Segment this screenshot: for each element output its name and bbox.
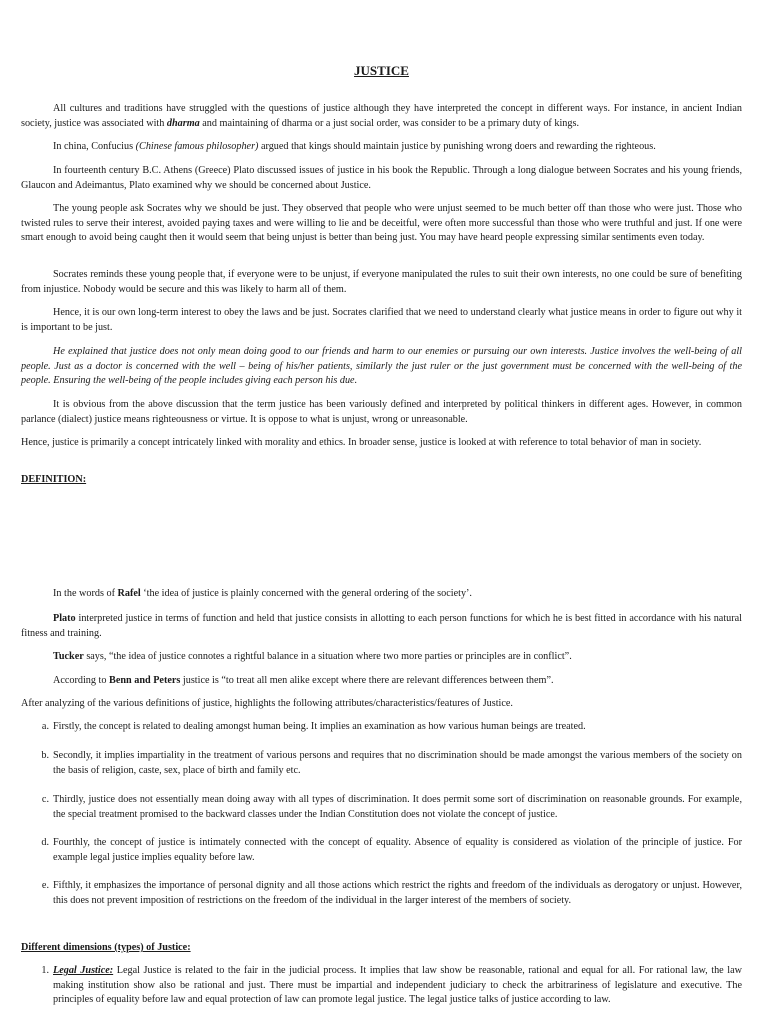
- list-marker: e.: [41, 880, 49, 891]
- p4-text: The young people ask Socrates why we should be just. They observed that people who were unjust seemed to be much better off than those who were just. Those who twisted rules to serve their interest, avoided paying taxes and were willing to lie and be deceitful, were often more successful than those who were truthful and just. If one were smart enough to avoid being caught then it would seem that being unjust is better than being just. You may have heard people expressing similar sentiments even today.: [21, 203, 742, 243]
- author-benn-peters: Benn and Peters: [109, 675, 181, 686]
- dimension-item-legal-justice: 1. Legal Justice: Legal Justice is related to the fair in the judicial process. It implies that law show be reasonable, rational and equal for all. For rational law, the law making institution show also be rational and just. There must be impartial and independent judiciary to check the arbitrariness of legislature and executive. The principles of equality before law and equal protection of law can promote legal justice. The legal justice talks of justice according to law.: [21, 964, 742, 1008]
- p8-text: It is obvious from the above discussion that the term justice has been variously defined and interpreted by political thinkers in different ages. However, in common parlance (dialect) justice means righteousness or virtue. It is oppose to what is unjust, wrong or unreasonable.: [21, 399, 742, 425]
- definition-plato: Plato interpreted justice in terms of function and held that justice consists in allotting to each person functions for which he is best fitted in accordance with his natural fitness and training.: [21, 613, 742, 639]
- p9-text: Hence, justice is primarily a concept intricately linked with morality and ethics. In broader sense, justice is looked at with reference to total behavior of man in society.: [21, 437, 702, 448]
- page-title: JUSTICE: [354, 63, 409, 78]
- p3-text: In fourteenth century B.C. Athens (Greece) Plato discussed issues of justice in his book the Republic. Through a long dialogue between Socrates and his young friends, Glaucon and Adeimantus, Plato examined why we should be concerned about Justice.: [21, 165, 742, 191]
- paragraph-6: [21, 306, 742, 335]
- p2-text-a: In china, Confucius: [53, 141, 136, 152]
- definition-rafel: In the words of Rafel ‘the idea of justice is plainly concerned with the general ordering of the society’.: [53, 588, 472, 599]
- feature-item: b. Secondly, it implies impartiality in the treatment of various persons and requires that no discrimination should be made amongst the various members of the society on the basis of religion, caste, sex, place of birth and family etc.: [21, 749, 742, 778]
- p5-text: Socrates reminds these young people that, if everyone were to be unjust, if everyone manipulated the rules to suit their own interests, no one could be sure of benefiting from injustice. Nobody would be secure and this was likely to harm all of them.: [21, 269, 742, 295]
- paragraph-5: [21, 268, 742, 297]
- p2-text-c: argued that kings should maintain justice by punishing wrong doers and rewarding the righteous.: [258, 141, 656, 152]
- list-marker: a.: [41, 721, 49, 732]
- p1-term-dharma: dharma: [166, 117, 200, 129]
- author-rafel: Rafel: [117, 588, 141, 599]
- dimension-label: Legal Justice:: [53, 965, 114, 976]
- features-intro: After analyzing of the various definitions of justice, highlights the following attributes/characteristics/features of Justice.: [21, 698, 513, 709]
- paragraph-3: [21, 164, 742, 193]
- definition-benn-peters: According to Benn and Peters justice is “to treat all men alike except where there are relevant differences between them”.: [53, 675, 554, 686]
- paragraph-4: [21, 202, 742, 246]
- list-marker: b.: [41, 750, 49, 761]
- paragraph-9: [21, 436, 742, 451]
- list-marker: c.: [41, 794, 49, 805]
- paragraph-1: [21, 102, 742, 131]
- definition-tucker: Tucker says, “the idea of justice connotes a rightful balance in a situation where two more parties or principles are in conflict”.: [53, 651, 572, 662]
- p2-text-italic: (Chinese famous philosopher): [135, 141, 259, 152]
- paragraph-2: [21, 140, 742, 155]
- dimensions-heading: Different dimensions (types) of Justice:: [21, 942, 191, 953]
- paragraph-7: [21, 345, 742, 389]
- author-tucker: Tucker: [53, 651, 84, 662]
- p7-text: He explained that justice does not only mean doing good to our friends and harm to our enemies or pursuing our own interests. Justice involves the well-being of all people. Just as a doctor is concerned with the well – being of his/her patients, similarly the just ruler or the just government must be concerned with the well-being of the people. Ensuring the well-being of the people includes giving each person his due.: [21, 346, 742, 386]
- feature-item: d. Fourthly, the concept of justice is intimately connected with the concept of equality. Absence of equality is considered as violation of the principle of justice. For example legal justice implies equality before law.: [21, 836, 742, 865]
- list-marker: 1.: [41, 965, 49, 976]
- feature-item: c. Thirdly, justice does not essentially mean doing away with all types of discrimination. It does permit some sort of discrimination on reasonable grounds. For example, the special treatment promised to the backward classes under the Indian Constitution does not violate the concept of justice.: [21, 793, 742, 822]
- list-marker: d.: [41, 837, 49, 848]
- feature-item: e. Fifthly, it emphasizes the importance of personal dignity and all those actions which restrict the rights and freedom of the individuals as derogatory or unjust. However, this does not prevent imposition of restrictions on the freedom of the individual in the larger interest of the members of society.: [21, 879, 742, 908]
- p1-text-c: and maintaining of dharma or a just social order, was consider to be a primary duty of kings.: [199, 117, 579, 129]
- author-plato: Plato: [53, 613, 76, 624]
- p1-text-a: All cultures and traditions have struggled with the questions of justice although they have interpreted the concept in different ways. For instance, in ancient Indian society, justice was associated with: [21, 103, 742, 129]
- feature-item: a. Firstly, the concept is related to dealing amongst human being. It implies an examination as how various human beings are treated.: [21, 720, 742, 735]
- paragraph-8: [21, 398, 742, 427]
- p6-text: Hence, it is our own long-term interest to obey the laws and be just. Socrates clarified that we need to understand clearly what justice means in order to figure out why it is important to be just.: [21, 307, 742, 333]
- definition-heading: DEFINITION:: [21, 474, 87, 485]
